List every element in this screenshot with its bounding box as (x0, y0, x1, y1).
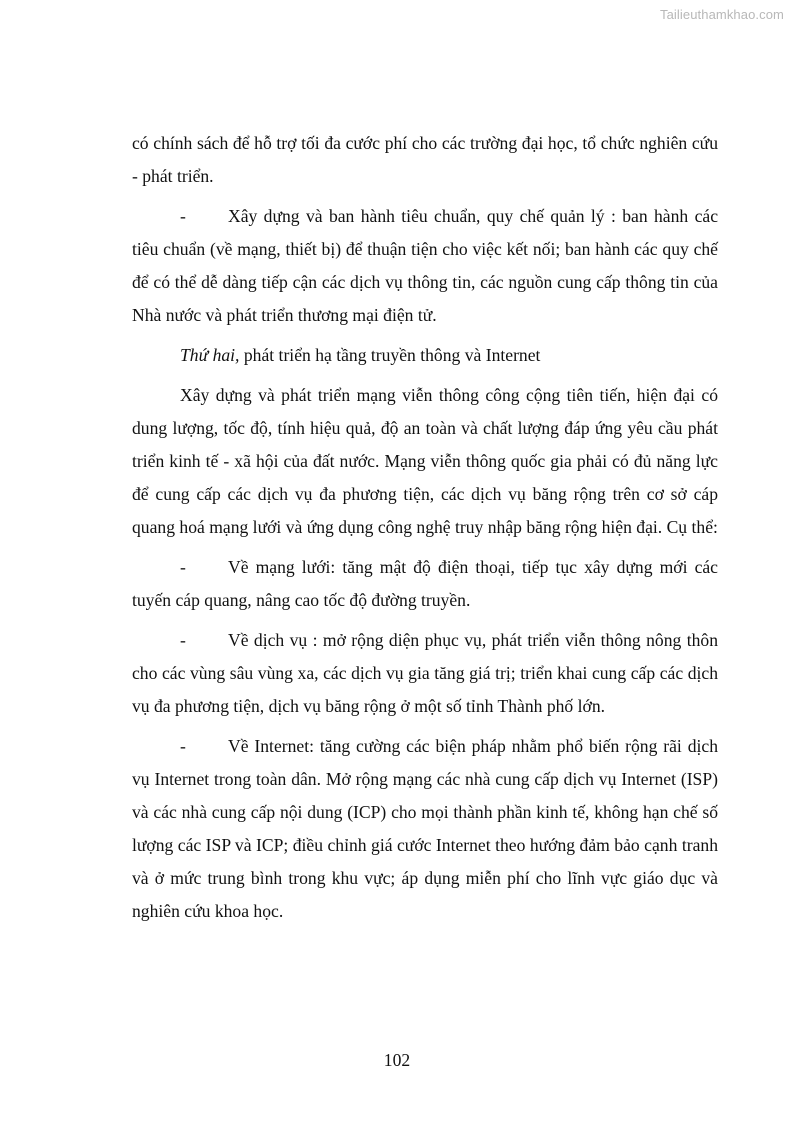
section-heading (132, 339, 718, 372)
bullet-dash: - (180, 736, 186, 756)
bullet-standards-text: Xây dựng và ban hành tiêu chuẩn, quy chế quản lý : ban hành các tiêu chuẩn (về mạng, thiết bị) để thuận tiện cho việc kết nối; ban hành các quy chế để có thể dễ dàng tiếp cận các dịch vụ thông tin, các nguồn cung cấp thông tin của Nhà nước và phát triển thương mại điện tử. (132, 206, 718, 325)
bullet-network (132, 551, 718, 617)
bullet-internet (132, 730, 718, 928)
bullet-standards (132, 200, 718, 332)
paragraph-infrastructure: Xây dựng và phát triển mạng viễn thông công cộng tiên tiến, hiện đại có dung lượng, tốc độ, tính hiệu quả, độ an toàn và chất lượng đáp ứng yêu cầu phát triển kinh tế - xã hội của đất nước. Mạng viễn thông quốc gia phải có đủ năng lực để cung cấp các dịch vụ đa phương tiện, các dịch vụ băng rộng trên cơ sở cáp quang hoá mạng lưới và ứng dụng công nghệ truy nhập băng rộng hiện đại. Cụ thể: (132, 385, 718, 537)
paragraph-continuation: có chính sách để hỗ trợ tối đa cước phí cho các trường đại học, tổ chức nghiên cứu - phát triển. (132, 133, 718, 186)
page-number: 102 (383, 1050, 411, 1070)
bullet-internet-text: Về Internet: tăng cường các biện pháp nhằm phổ biến rộng rãi dịch vụ Internet trong toàn dân. Mở rộng mạng các nhà cung cấp dịch vụ Internet (ISP) và các nhà cung cấp nội dung (ICP) cho mọi thành phần kinh tế, không hạn chế số lượng các ISP và ICP; điều chỉnh giá cước Internet theo hướng đảm bảo cạnh tranh và ở mức trung bình trong khu vực; áp dụng miễn phí cho lĩnh vực giáo dục và nghiên cứu khoa học. (132, 736, 718, 921)
bullet-dash: - (180, 557, 186, 577)
bullet-dash: - (180, 630, 186, 650)
watermark: Tailieuthamkhao.com (659, 7, 784, 22)
section-heading-italic: Thứ hai, (180, 345, 240, 365)
bullet-services-text: Về dịch vụ : mở rộng diện phục vụ, phát triển viễn thông nông thôn cho các vùng sâu vùng xa, các dịch vụ gia tăng giá trị; triển khai cung cấp các dịch vụ đa phương tiện, dịch vụ băng rộng ở một số tỉnh Thành phố lớn. (132, 630, 718, 716)
section-heading-text: phát triển hạ tầng truyền thông và Internet (239, 345, 541, 365)
bullet-dash: - (180, 206, 186, 226)
page-body (132, 127, 718, 935)
bullet-network-text: Về mạng lưới: tăng mật độ điện thoại, tiếp tục xây dựng mới các tuyến cáp quang, nâng cao tốc độ đường truyền. (132, 557, 718, 610)
bullet-services (132, 624, 718, 723)
